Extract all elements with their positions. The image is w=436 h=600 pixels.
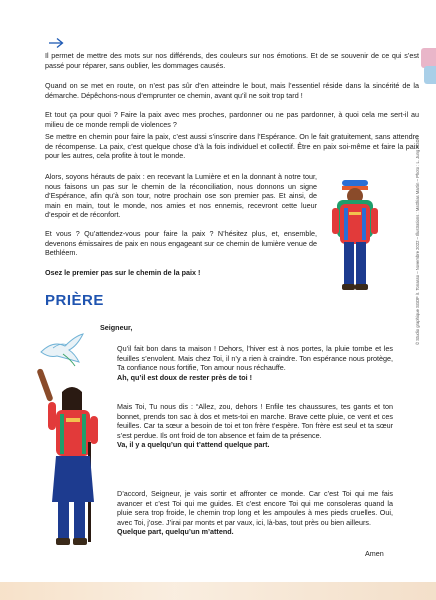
photo-credit: © Studio graphique SGDF /I. Tonasso – Novembre 2022 – Illustrations : Matthias Martin – Photo : L. Jung SGDF	[415, 136, 420, 345]
intro-paragraph-3: Et tout ça pour quoi ? Faire la paix avec mes proches, pardonner ou ne pas pardonner, à quoi cela me sert-il au milieu de ce monde rempli de violences ?	[45, 110, 419, 129]
prayer-title: PRIÈRE	[45, 292, 104, 309]
call-to-action: Osez le premier pas sur le chemin de la paix !	[45, 268, 201, 277]
prayer-stanza-2	[117, 402, 393, 450]
intro-paragraph-6: Et vous ? Qu’attendez-vous pour faire la paix ? N’hésitez plus, et, ensemble, devenons émissaires de paix en nous engageant sur ce chemin de lumière venue de Bethléem.	[45, 229, 317, 258]
prayer-stanza-3	[117, 489, 393, 537]
prayer-stanza-2-text: Mais Toi, Tu nous dis : “Allez, zou, dehors ! Enfile tes chaussures, tes gants et ton bonnet, prends ton sac à dos et mets-toi en marche. Brave cette pluie, ce vent et ces feuilles. Car ta sœur a besoin de toi et ton frère t’espère. Ton frère est seul et ta sœur s’est perdue. Ils ont froid de ton absence et faim de ta présence.	[117, 402, 393, 440]
intro-paragraph-5: Alors, soyons hérauts de paix : en recevant la Lumière et en la donnant à notre tour, nous faisons un pas sur le chemin de la réconciliation, nous donnons un signe d’Espérance, afin qu’à son tour, notre prochain ose son premier pas. Et ainsi, de main en main, tout le monde, nos amies et nos ennemis, recevront cette lueur d’espoir et de réconfort.	[45, 172, 317, 220]
intro-paragraph-2: Quand on se met en route, on n’est pas sûr d’en atteindre le bout, mais l’essentiel réside dans la sincérité de la démarche. Dépêchons-nous d’emprunter ce chemin, avant qu’il ne soit trop tard !	[45, 81, 419, 100]
hiker-illustration	[322, 178, 390, 300]
intro-paragraph-1: Il permet de mettre des mots sur nos différends, des couleurs sur nos émotions. Et de se souvenir de ce qui s’est passé pour réparer, sans oublier, les dommages causés.	[45, 51, 419, 70]
prayer-salutation: Seigneur,	[100, 323, 133, 332]
prayer-stanza-1	[117, 344, 393, 382]
decorative-strip	[424, 66, 436, 84]
prayer-stanza-2-refrain: Va, il y a quelqu’un qui t’attend quelque part.	[117, 440, 270, 450]
prayer-stanza-1-text: Qu’il fait bon dans ta maison ! Dehors, l’hiver est à nos portes, la pluie tombe et les feuilles s’envolent. Mais chez Toi, il n’y a rien à craindre. Ton espérance nous protège, Ta confiance nous fortifie, Ton amour nous réchauffe.	[117, 344, 393, 373]
prayer-amen: Amen	[365, 549, 384, 558]
decorative-strip	[421, 48, 436, 68]
intro-paragraph-4: Se mettre en chemin pour faire la paix, c’est aussi s’inscrire dans l’Espérance. On le fait gratuitement, sans attendre de récompense. La paix, c’est quelque chose d’à la fois individuel et collectif. Être en paix soi-même et faire la paix pour les autres, cela profite à tout le monde.	[45, 132, 419, 161]
prayer-stanza-3-text: D’accord, Seigneur, je vais sortir et affronter ce monde. Car c’est Toi qui me fais avancer et c’est Toi qui me guides. Et c’est encore Toi qui me consoleras quand la pluie sera trop froide, le chemin trop long et les ampoules à mes pieds cruelles. Oui, avec Toi, j’ose. J’irai par monts et par vaux, ici, là-bas, tout près ou bien ailleurs.	[117, 489, 393, 527]
hiker-with-staff-illustration	[30, 362, 110, 552]
arrow-right-icon	[48, 37, 64, 49]
prayer-stanza-3-refrain: Quelque part, quelqu’un m’attend.	[117, 527, 234, 537]
decorative-footer	[0, 582, 436, 600]
prayer-stanza-1-refrain: Ah, qu’il est doux de rester près de toi !	[117, 372, 252, 382]
